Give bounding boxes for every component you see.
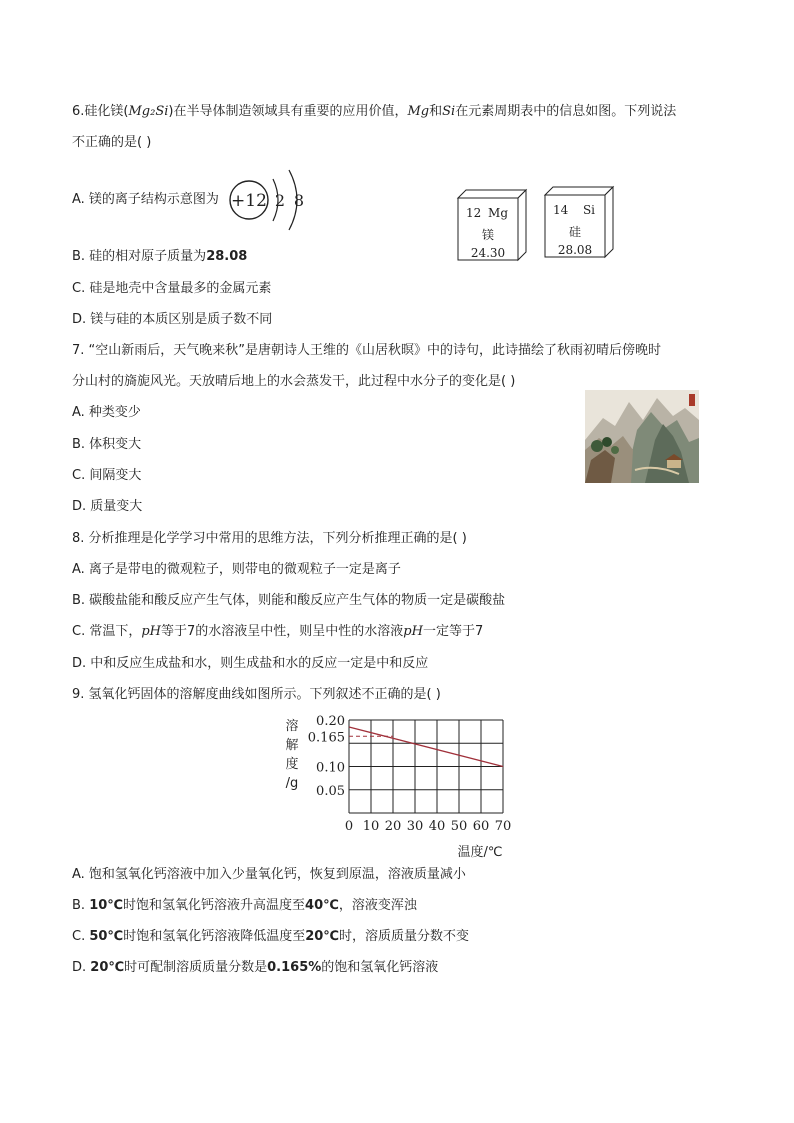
x-tick-label: 0 xyxy=(344,819,354,834)
landscape-painting-image xyxy=(585,390,699,483)
option-text: 的饱和氢氧化钙溶液 xyxy=(321,960,439,975)
temperature-value: 40℃ xyxy=(305,898,339,913)
temperature-value: 20℃ xyxy=(90,960,125,975)
y-axis-label-char: 溶 xyxy=(285,719,299,734)
x-tick-label: 10 xyxy=(362,819,380,834)
y-tick-label: 0.05 xyxy=(316,783,345,799)
q6-stem-line2: 不正确的是( ) xyxy=(72,135,152,150)
option-text: ，溶液变浑浊 xyxy=(338,898,417,913)
q9-stem: 9. 氢氧化钙固体的溶解度曲线如图所示。下列叙述不正确的是( ) xyxy=(72,687,441,702)
x-tick-label: 50 xyxy=(450,819,468,834)
ion-structure-diagram xyxy=(225,166,317,234)
q9-option-d xyxy=(72,959,438,977)
option-value: 28.08 xyxy=(206,249,248,264)
x-tick-label: 70 xyxy=(494,819,512,834)
y-tick-label: 0.165 xyxy=(307,730,345,746)
element-cell-mg xyxy=(458,200,518,262)
solubility-curve xyxy=(349,727,503,767)
q9-option-a: A. 饱和氢氧化钙溶液中加入少量氧化钙，恢复到原温，溶液质量减小 xyxy=(72,867,466,882)
q8-option-b: B. 碳酸盐能和酸反应产生气体，则能和酸反应产生气体的物质一定是碳酸盐 xyxy=(72,593,506,608)
option-text: C. xyxy=(72,929,90,944)
q9-option-c xyxy=(72,928,469,946)
option-text: B. 硅的相对原子质量为 xyxy=(72,249,207,264)
percent-value: 0.165% xyxy=(267,960,322,975)
element-name: 硅 xyxy=(568,225,581,239)
q6-option-b xyxy=(72,248,247,266)
option-text: 时饱和氢氧化钙溶液降低温度至 xyxy=(123,929,306,944)
q6-stem-text: 和 xyxy=(429,104,443,119)
q7-stem-line1: 7. “空山新雨后，天气晚来秋”是唐朝诗人王维的《山居秋暝》中的诗句，此诗描绘了秋雨初晴后傍晚时 xyxy=(72,343,662,358)
atomic-number: 12 xyxy=(466,206,482,220)
nucleus-charge: +12 xyxy=(231,191,267,211)
temperature-value: 50℃ xyxy=(89,929,124,944)
q9-option-b xyxy=(72,897,417,915)
q6-option-d: D. 镁与硅的本质区别是质子数不同 xyxy=(72,312,273,327)
shell-2-electrons: 8 xyxy=(293,191,305,210)
q8-stem: 8. 分析推理是化学学习中常用的思维方法，下列分析推理正确的是( ) xyxy=(72,531,467,546)
temperature-value: 10℃ xyxy=(89,898,124,913)
option-text: 等于7的水溶液呈中性，则呈中性的水溶液 xyxy=(161,624,404,639)
shell-1-electrons: 2 xyxy=(274,191,286,210)
x-tick-label: 20 xyxy=(384,819,402,834)
q6-option-c: C. 硅是地壳中含量最多的金属元素 xyxy=(72,281,272,296)
option-text: D. xyxy=(72,960,91,975)
q6-mg: Mg xyxy=(407,104,430,119)
q7-option-d: D. 质量变大 xyxy=(72,499,143,514)
option-text: B. xyxy=(72,898,90,913)
q8-option-c xyxy=(72,623,483,641)
element-symbol: Si xyxy=(582,203,595,217)
y-tick-label: 0.10 xyxy=(316,760,345,776)
q6-si: Si xyxy=(442,104,456,119)
q7-option-a: A. 种类变少 xyxy=(72,405,141,420)
element-name: 镁 xyxy=(481,228,494,242)
element-symbol: Mg xyxy=(488,206,508,220)
y-axis-label-char: 度 xyxy=(285,757,299,772)
q6-stem-line1 xyxy=(72,103,676,121)
q6-option-a: A. 镁的离子结构示意图为 xyxy=(72,192,219,207)
element-cell-si xyxy=(545,197,605,259)
y-tick-label: 0.20 xyxy=(316,714,345,729)
y-axis-label-char: /g xyxy=(285,776,299,791)
ph-symbol: pH xyxy=(141,624,162,639)
q6-stem-text: 6.硅化镁( xyxy=(72,104,129,119)
x-axis-label: 温度/℃ xyxy=(457,845,503,860)
option-text: 时可配制溶质质量分数是 xyxy=(124,960,268,975)
x-tick-label: 60 xyxy=(472,819,490,834)
q6-formula: Mg₂Si xyxy=(128,104,169,119)
q7-stem-line2: 分山村的旖旎风光。天放晴后地上的水会蒸发干，此过程中水分子的变化是( ) xyxy=(72,374,516,389)
q7-option-c: C. 间隔变大 xyxy=(72,468,142,483)
option-text: 时饱和氢氧化钙溶液升高温度至 xyxy=(123,898,306,913)
temperature-value: 20℃ xyxy=(305,929,340,944)
q7-option-b: B. 体积变大 xyxy=(72,437,142,452)
option-text: C. 常温下， xyxy=(72,624,142,639)
q6-stem-text: )在半导体制造领域具有重要的应用价值， xyxy=(168,104,408,119)
atomic-mass: 28.08 xyxy=(557,243,593,257)
y-axis-label-char: 解 xyxy=(285,738,299,753)
q8-option-a: A. 离子是带电的微观粒子，则带电的微观粒子一定是离子 xyxy=(72,562,401,577)
x-tick-label: 30 xyxy=(406,819,424,834)
x-tick-label: 40 xyxy=(428,819,446,834)
ph-symbol: pH xyxy=(403,624,423,639)
atomic-number: 14 xyxy=(553,203,569,217)
option-text: 时，溶质质量分数不变 xyxy=(339,929,470,944)
atomic-mass: 24.30 xyxy=(470,246,506,260)
solubility-chart xyxy=(280,705,520,860)
q8-option-d: D. 中和反应生成盐和水，则生成盐和水的反应一定是中和反应 xyxy=(72,656,429,671)
q6-stem-text: 在元素周期表中的信息如图。下列说法 xyxy=(455,104,677,119)
option-text: 一定等于7 xyxy=(422,624,484,639)
